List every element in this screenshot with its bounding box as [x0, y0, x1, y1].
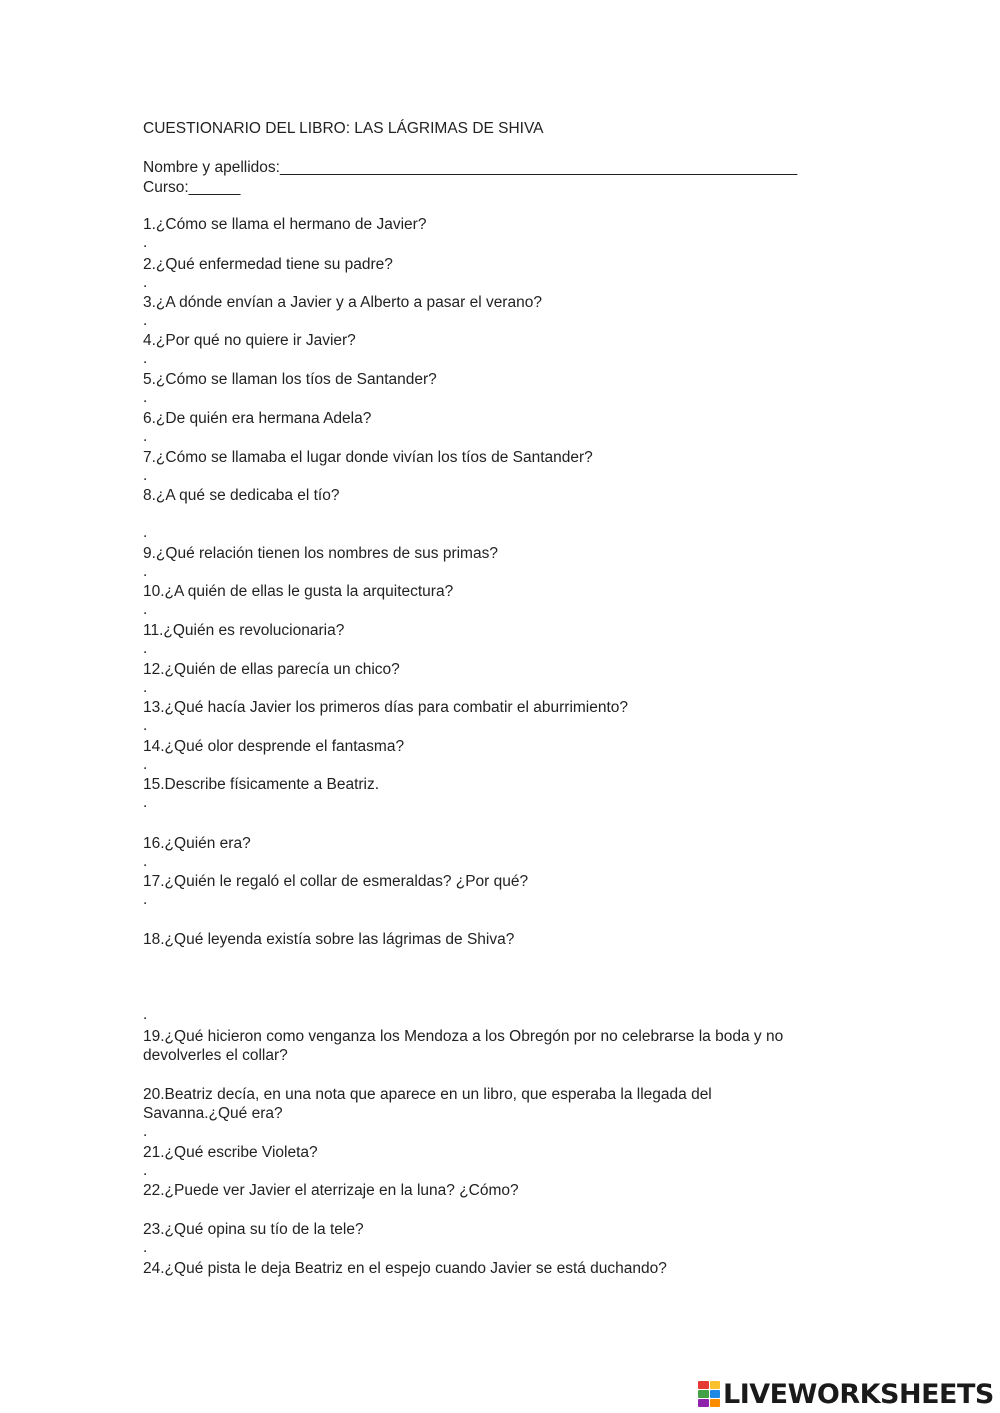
- answer-dot: .: [143, 1123, 148, 1140]
- answer-dot: .: [143, 428, 148, 445]
- question-20: 20.Beatriz decía, en una nota que aparece en un libro, que esperaba la llegada del: [143, 1086, 712, 1103]
- question-13: 13.¿Qué hacía Javier los primeros días para combatir el aburrimiento?: [143, 699, 629, 716]
- worksheet-title: CUESTIONARIO DEL LIBRO: LAS LÁGRIMAS DE SHIVA: [143, 120, 544, 137]
- logo-tile: [710, 1399, 721, 1407]
- liveworksheets-logo[interactable]: [698, 1377, 994, 1411]
- question-15: 15.Describe físicamente a Beatriz.: [143, 776, 380, 793]
- question-17: 17.¿Quién le regaló el collar de esmeraldas? ¿Por qué?: [143, 873, 529, 890]
- answer-dot: .: [143, 274, 148, 291]
- question-5: 5.¿Cómo se llaman los tíos de Santander?: [143, 371, 437, 388]
- logo-tile: [710, 1390, 721, 1398]
- answer-dot: .: [143, 756, 148, 773]
- question-3: 3.¿A dónde envían a Javier y a Alberto a pasar el verano?: [143, 294, 542, 311]
- question-16: 16.¿Quién era?: [143, 835, 251, 852]
- logo-tile: [698, 1399, 709, 1407]
- answer-dot: .: [143, 1006, 148, 1023]
- logo-text: LIVEWORKSHEETS: [723, 1378, 994, 1410]
- question-6: 6.¿De quién era hermana Adela?: [143, 410, 372, 427]
- answer-dot: .: [143, 1162, 148, 1179]
- course-field: Curso:______: [143, 179, 241, 196]
- answer-dot: .: [143, 350, 148, 367]
- answer-dot: .: [143, 524, 148, 541]
- question-24: 24.¿Qué pista le deja Beatriz en el espejo cuando Javier se está duchando?: [143, 1260, 667, 1277]
- question-2: 2.¿Qué enfermedad tiene su padre?: [143, 256, 393, 273]
- question-20-continued: Savanna.¿Qué era?: [143, 1105, 283, 1122]
- answer-dot: .: [143, 640, 148, 657]
- question-19: 19.¿Qué hicieron como venganza los Mendoza a los Obregón por no celebrarse la boda y no: [143, 1028, 784, 1045]
- question-21: 21.¿Qué escribe Violeta?: [143, 1144, 318, 1161]
- liveworksheets-logo-icon: [698, 1381, 720, 1407]
- question-4: 4.¿Por qué no quiere ir Javier?: [143, 332, 356, 349]
- question-9: 9.¿Qué relación tienen los nombres de sus primas?: [143, 545, 498, 562]
- answer-dot: .: [143, 717, 148, 734]
- question-10: 10.¿A quién de ellas le gusta la arquitectura?: [143, 583, 454, 600]
- question-22: 22.¿Puede ver Javier el aterrizaje en la luna? ¿Cómo?: [143, 1182, 519, 1199]
- answer-dot: .: [143, 891, 148, 908]
- logo-tile: [710, 1381, 721, 1389]
- question-19-continued: devolverles el collar?: [143, 1047, 288, 1064]
- logo-tile: [698, 1381, 709, 1389]
- answer-dot: .: [143, 467, 148, 484]
- question-11: 11.¿Quién es revolucionaria?: [143, 622, 345, 639]
- question-18: 18.¿Qué leyenda existía sobre las lágrimas de Shiva?: [143, 931, 515, 948]
- answer-dot: .: [143, 234, 148, 251]
- question-7: 7.¿Cómo se llamaba el lugar donde vivían los tíos de Santander?: [143, 449, 593, 466]
- question-8: 8.¿A qué se dedicaba el tío?: [143, 487, 340, 504]
- answer-dot: .: [143, 679, 148, 696]
- answer-dot: .: [143, 389, 148, 406]
- name-field: Nombre y apellidos:____________________________________________________________: [143, 159, 798, 176]
- answer-dot: .: [143, 563, 148, 580]
- question-12: 12.¿Quién de ellas parecía un chico?: [143, 661, 400, 678]
- answer-dot: .: [143, 1239, 148, 1256]
- answer-dot: .: [143, 601, 148, 618]
- answer-dot: .: [143, 312, 148, 329]
- answer-dot: .: [143, 794, 148, 811]
- question-14: 14.¿Qué olor desprende el fantasma?: [143, 738, 405, 755]
- answer-dot: .: [143, 853, 148, 870]
- question-23: 23.¿Qué opina su tío de la tele?: [143, 1221, 364, 1238]
- question-1: 1.¿Cómo se llama el hermano de Javier?: [143, 216, 427, 233]
- logo-tile: [698, 1390, 709, 1398]
